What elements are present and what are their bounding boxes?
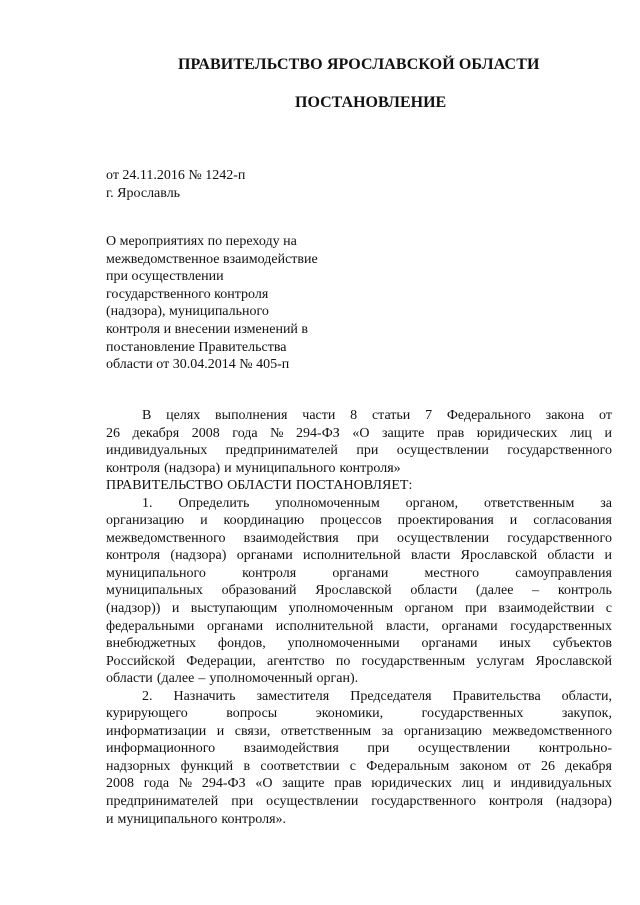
body-line [106,512,612,530]
word: органами [332,565,389,581]
subject-line: контроля и внесении изменений в [106,321,309,337]
word: осуществлении [266,794,359,810]
word: государственных [421,706,524,722]
word: при [464,601,487,617]
document-subject [106,233,318,374]
word: субъектов [552,636,612,652]
word: и [509,513,518,529]
word: осуществлении [396,530,490,546]
word: и [200,513,208,529]
word: ОБЛАСТИ [227,478,292,494]
word: года [143,776,170,792]
word: власти, [386,618,429,634]
word: контроля [106,548,161,564]
word: муниципального [235,460,336,476]
word: власти [410,548,451,564]
word: иных [499,636,531,652]
subject-line: (надзора), муниципального [106,304,269,320]
word: лиц [461,776,484,792]
word: органами [421,636,478,652]
subject-line: О мероприятиях по переходу на [106,234,297,249]
word: Федеральным [366,758,450,774]
word: от [599,408,612,423]
body-line [106,547,612,565]
word: Ярославской [315,583,392,599]
word: государственного [507,443,612,459]
word: части [302,408,336,423]
word: законом [459,758,508,774]
word: Ярославской [460,548,538,564]
word: муниципального [117,811,218,827]
word: координацию [223,513,305,529]
word: надзорных [106,758,171,774]
word: Российской [106,653,175,669]
word: взаимодействии [498,601,595,617]
word: (надзора) [164,460,221,476]
word: внебюджетных [106,636,197,652]
word: контроля [106,460,161,476]
word: (надзор)) [106,601,161,617]
word: закона [545,408,585,423]
subject-line: межведомственное взаимодействие [106,251,318,267]
word: юридических [371,776,452,792]
word: Правительства [452,688,541,704]
date-number: от 24.11.2016 № 1242-п [106,168,246,183]
word: уполномоченный [209,671,313,687]
word: и [493,776,501,792]
word: (далее [475,583,514,599]
word: по [335,653,351,669]
word: местного [424,565,480,581]
word: за [600,495,612,511]
word: прав [334,776,362,792]
body-line [106,530,612,548]
word: целях [166,408,201,423]
word: контроль [557,583,612,599]
word: 26 [540,758,555,774]
word: Федерации, [186,653,256,669]
word: осуществлении [418,741,511,757]
word: в [243,758,251,774]
word: от [517,758,531,774]
word: исполнительной [302,548,401,564]
body-line [106,723,612,741]
body-line [106,705,612,723]
word: 8 [350,408,358,423]
word: 7 [425,408,433,423]
word: государственного [371,794,476,810]
word: прав [436,425,465,441]
word: индивидуальных [106,443,208,459]
word: индивидуальных [510,776,612,792]
word: ПОСТАНОВЛЯЕТ: [295,478,413,494]
word: предпринимателей [225,443,338,459]
subject-line: при осуществлении [106,269,224,285]
word: выступающим [190,601,278,617]
word: области [410,583,458,599]
word: взаимодействия [243,530,339,546]
word: органом, [405,495,459,511]
word: области, [561,688,612,704]
body-line [106,688,612,706]
word: вопросы [226,706,278,722]
word: и [224,460,232,476]
word: орган). [316,671,359,687]
word: «О [352,425,370,441]
word: соответствии [260,758,340,774]
word: функций [180,758,234,774]
body-line [106,653,612,671]
word: образований [221,583,297,599]
word: – [532,583,540,599]
word: 2. [142,688,153,704]
word: статьи [371,408,411,423]
word: юридических [476,425,558,441]
word: – [198,671,206,687]
word: Ярославской [535,653,612,669]
word: области [106,671,153,687]
word: при [367,741,390,757]
word: защите [381,425,425,441]
word: 294-ФЗ [296,425,340,441]
word: исполнительной [275,618,374,634]
word: межведомственного [106,530,226,546]
word: муниципального [106,565,206,581]
word: при [356,530,379,546]
word: фондов, [217,636,266,652]
word: курирующего [106,706,188,722]
word: связи, [234,723,271,739]
body-line [106,793,612,811]
word: и [106,811,114,827]
document-type: ПОСТАНОВЛЕНИЕ [295,94,447,111]
word: при [231,794,254,810]
word: организацию [106,513,185,529]
word: информатизации [106,723,207,739]
word: № [178,776,193,792]
word: и [604,425,612,441]
word: закупок, [561,706,612,722]
word: и [171,601,180,617]
word: контроля [242,565,297,581]
subject-line: государственного контроля [106,286,269,302]
word: взаимодействия [243,741,339,757]
word: «О [255,776,273,792]
subject-line: постановление Правительства [106,339,287,355]
word: контрольно- [538,741,612,757]
word: предпринимателей [106,794,219,810]
word: при [356,443,379,459]
word: ответственным [484,495,575,511]
word: органами [207,618,264,634]
word: федеральными [106,618,195,634]
word: декабря [132,425,180,441]
resolution-line [106,477,612,495]
word: государственных [510,618,612,634]
word: Назначить [173,688,236,704]
government-title: ПРАВИТЕЛЬСТВО ЯРОСЛАВСКОЙ ОБЛАСТИ [178,56,540,73]
word: выполнения [215,408,288,423]
word: и [604,548,612,564]
word: (далее [156,671,195,687]
word: проектирования [397,513,494,529]
word: органами [441,618,498,634]
word: информационного [106,741,216,757]
word: Председателя [350,688,432,704]
word: процессов [320,513,382,529]
word: экономики, [315,706,384,722]
word: Определить [178,495,250,511]
subject-line: области от 30.04.2014 № 405-п [106,357,290,373]
word: органом [404,601,454,617]
word: государственного [507,530,612,546]
city: г. Ярославль [106,186,181,201]
word: лиц [569,425,592,441]
word: и [216,723,225,739]
word: 26 [106,425,120,441]
word: 2008 [106,776,134,792]
word: уполномоченными [287,636,400,652]
word: осуществлении [396,443,489,459]
word: организацию [403,723,483,739]
word: самоуправления [515,565,612,581]
body-line [106,618,612,636]
word: (надзора) [555,794,612,810]
word: 1. [142,495,153,511]
body-line [106,425,612,443]
word: контроля» [339,460,401,476]
word: согласования [533,513,612,529]
word: В [142,408,152,423]
word: Федерального [446,408,531,423]
word: контроля». [221,811,287,827]
word: заместителя [256,688,330,704]
word: ответственным [280,723,372,739]
body-line [106,460,612,478]
body-line [106,811,612,829]
word: уполномоченным [288,601,394,617]
word: государственным [361,653,466,669]
word: ПРАВИТЕЛЬСТВО [106,478,224,494]
body-line [106,635,612,653]
word: с [605,601,612,617]
word: № [270,425,284,441]
body-line [106,775,612,793]
body-line [106,442,612,460]
word: уполномоченным [275,495,380,511]
body-line [106,565,612,583]
word: органами [236,548,293,564]
word: декабря [565,758,612,774]
body-line [106,582,612,600]
body-line [106,758,612,776]
word: за [381,723,394,739]
word: области [547,548,595,564]
word: (надзора) [170,548,227,564]
body-line [106,670,612,688]
word: года [232,425,258,441]
word: 2008 [191,425,220,441]
word: с [349,758,356,774]
word: агентство [267,653,325,669]
word: защите [282,776,325,792]
body-line [106,407,612,425]
body-line [106,740,612,758]
word: межведомственного [492,723,612,739]
word: контроля [488,794,544,810]
word: услугам [476,653,525,669]
document-body [106,407,612,828]
word: 294-ФЗ [201,776,246,792]
word: муниципальных [106,583,203,599]
body-line [106,600,612,618]
body-line [106,495,612,513]
